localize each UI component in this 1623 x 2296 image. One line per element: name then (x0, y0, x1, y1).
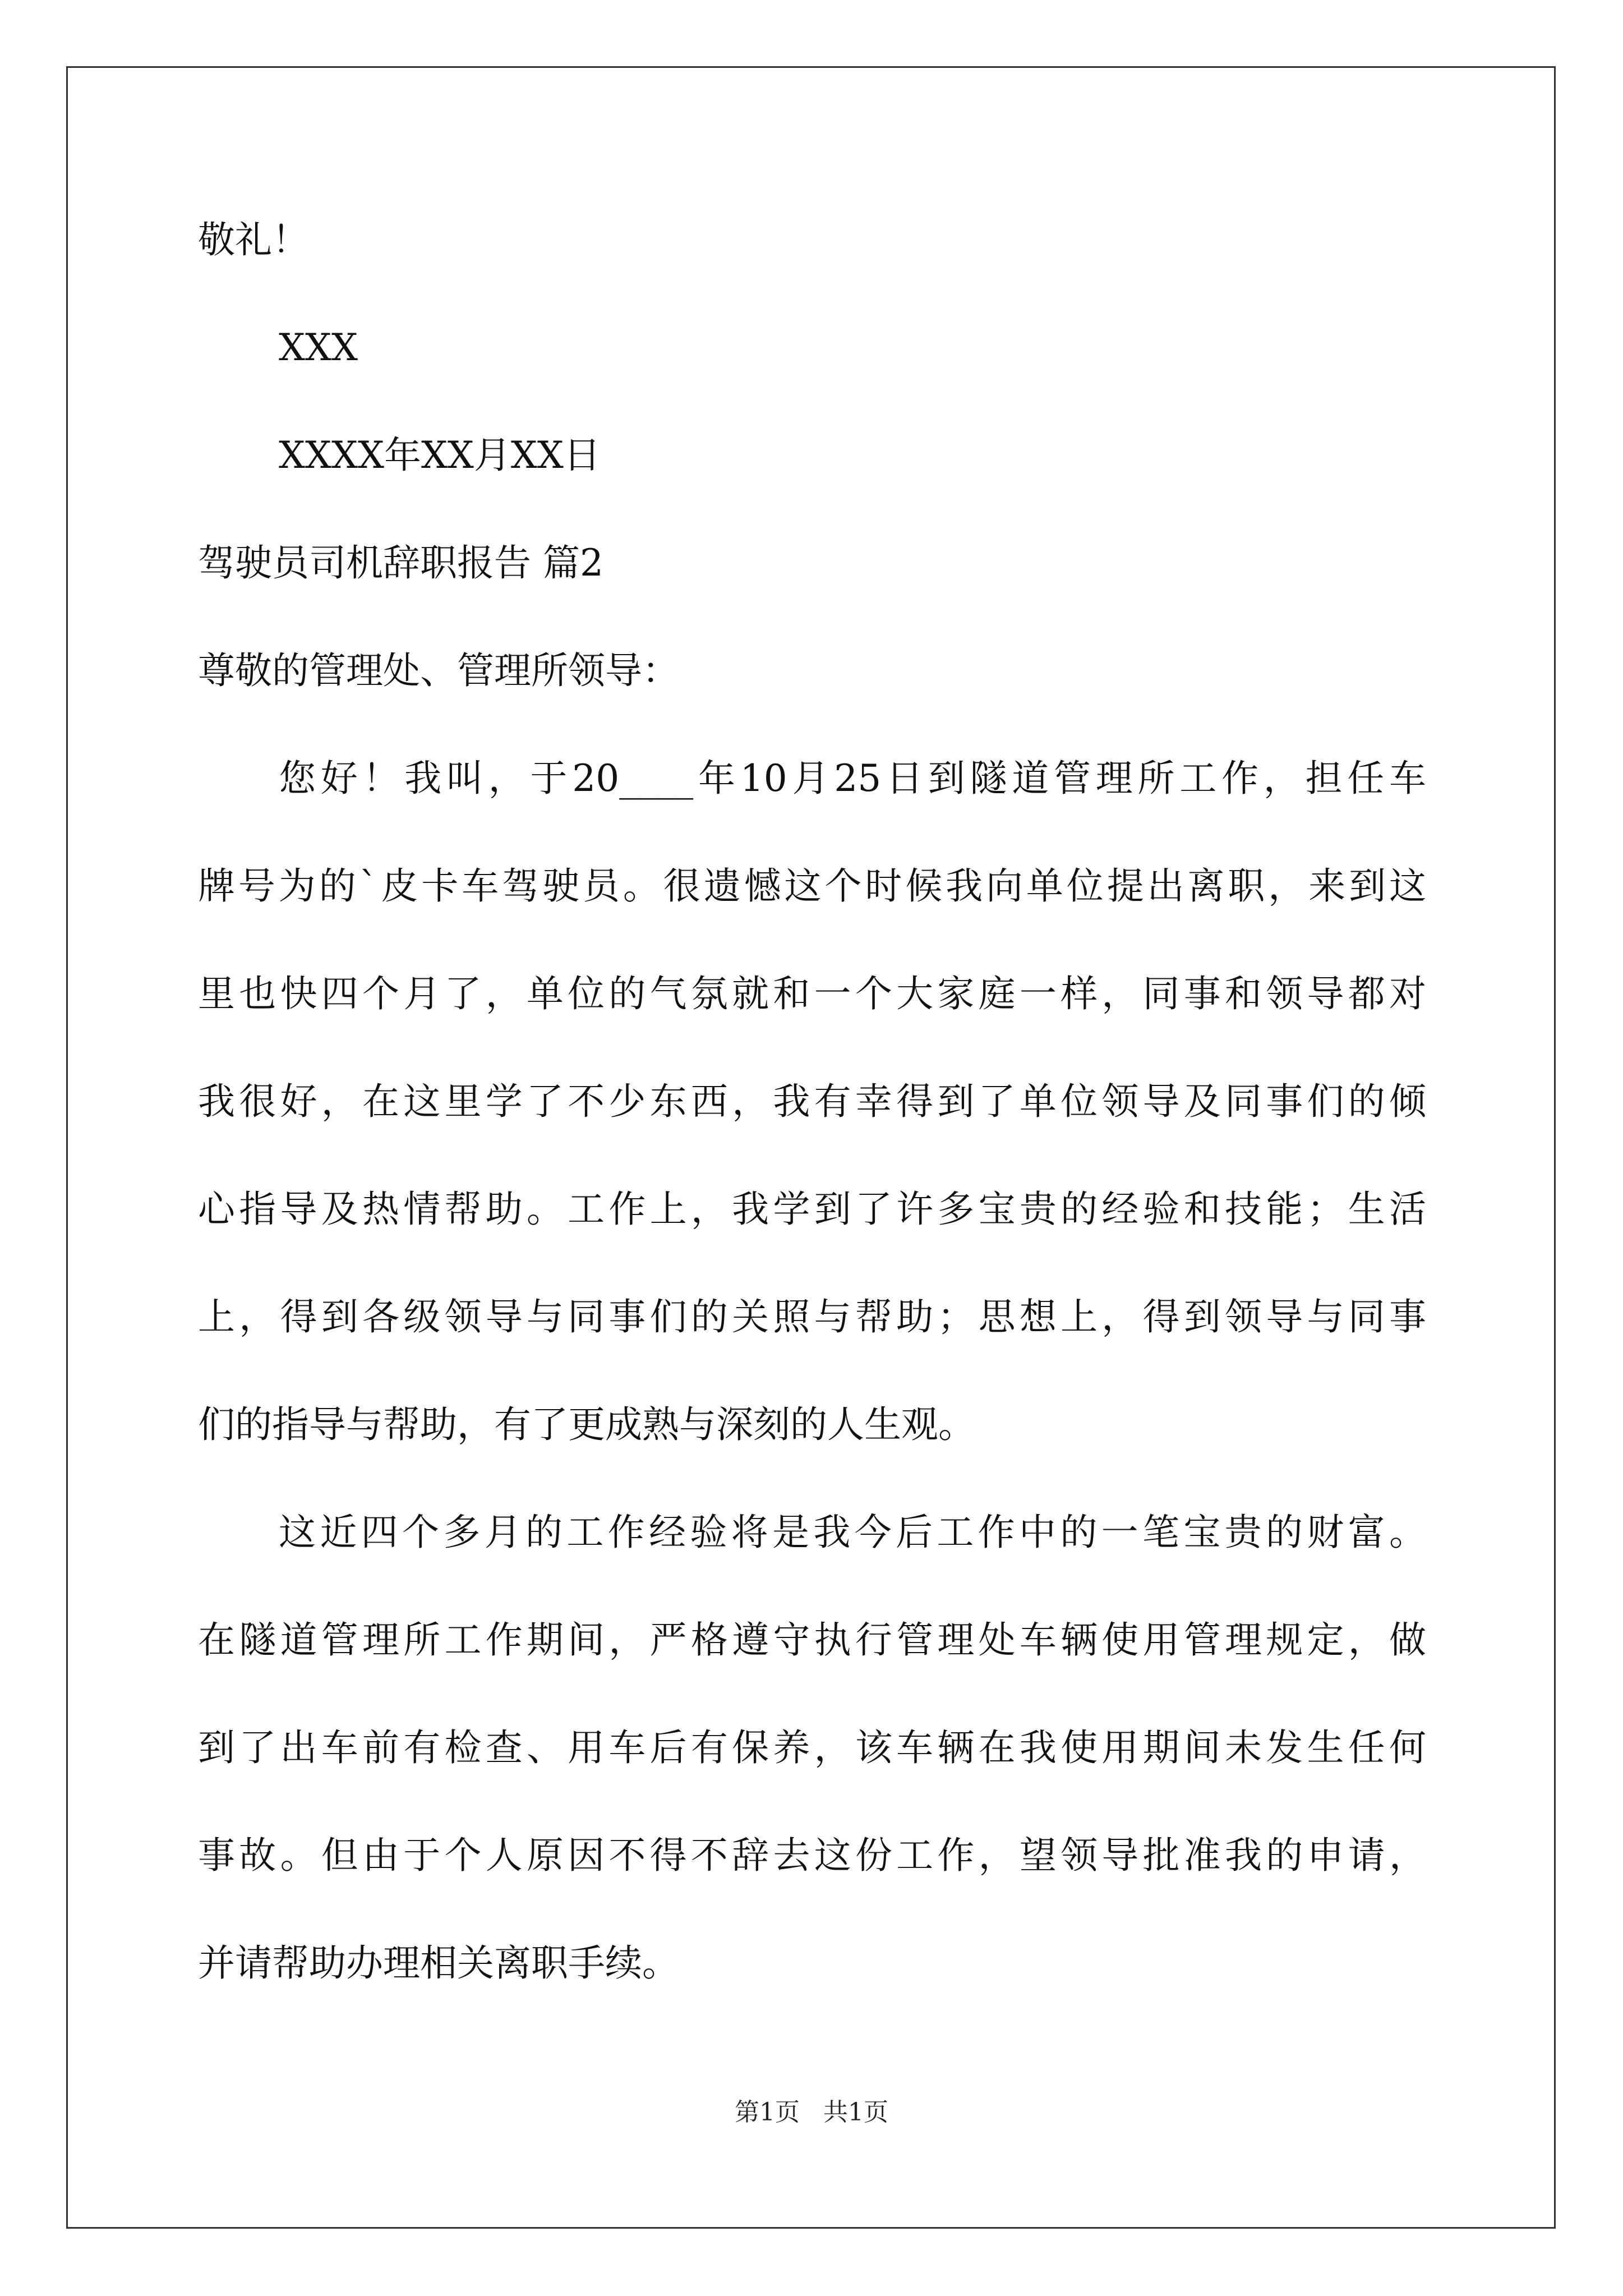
paragraph2-line: 这近四个多月的工作经验将是我今后工作中的一笔宝贵的财富。 (279, 1511, 1426, 1554)
paragraph1-line: 牌号为的`皮卡车驾驶员。很遗憾这个时候我向单位提出离职，来到这 (198, 864, 1426, 908)
date-line: XXXX年XX月XX日 (279, 434, 601, 477)
page-border (66, 66, 1556, 2229)
salutation-line: 尊敬的管理处、管理所领导： (198, 649, 679, 692)
paragraph1-line: 心指导及热情帮助。工作上，我学到了许多宝贵的经验和技能；生活 (198, 1188, 1426, 1231)
paragraph1-line: 们的指导与帮助，有了更成熟与深刻的人生观。 (198, 1403, 975, 1446)
closing-line: 敬礼！ (198, 218, 309, 261)
paragraph1-line: 您好！我叫，于20____年10月25日到隧道管理所工作，担任车 (279, 757, 1426, 800)
page-number-footer: 第1页 共1页 (735, 2098, 888, 2127)
paragraph1-line: 我很好，在这里学了不少东西，我有幸得到了单位领导及同事们的倾 (198, 1080, 1426, 1123)
paragraph1-line: 里也快四个月了，单位的气氛就和一个大家庭一样，同事和领导都对 (198, 972, 1426, 1015)
paragraph2-line: 在隧道管理所工作期间，严格遵守执行管理处车辆使用管理规定，做 (198, 1618, 1426, 1662)
paragraph2-line: 事故。但由于个人原因不得不辞去这份工作，望领导批准我的申请， (198, 1834, 1426, 1877)
paragraph1-line: 上，得到各级领导与同事们的关照与帮助；思想上，得到领导与同事 (198, 1295, 1426, 1338)
signature-line: XXX (279, 326, 358, 369)
section-title: 驾驶员司机辞职报告 篇2 (198, 541, 603, 585)
paragraph2-line: 并请帮助办理相关离职手续。 (198, 1941, 679, 1985)
paragraph2-line: 到了出车前有检查、用车后有保养，该车辆在我使用期间未发生任何 (198, 1726, 1426, 1769)
